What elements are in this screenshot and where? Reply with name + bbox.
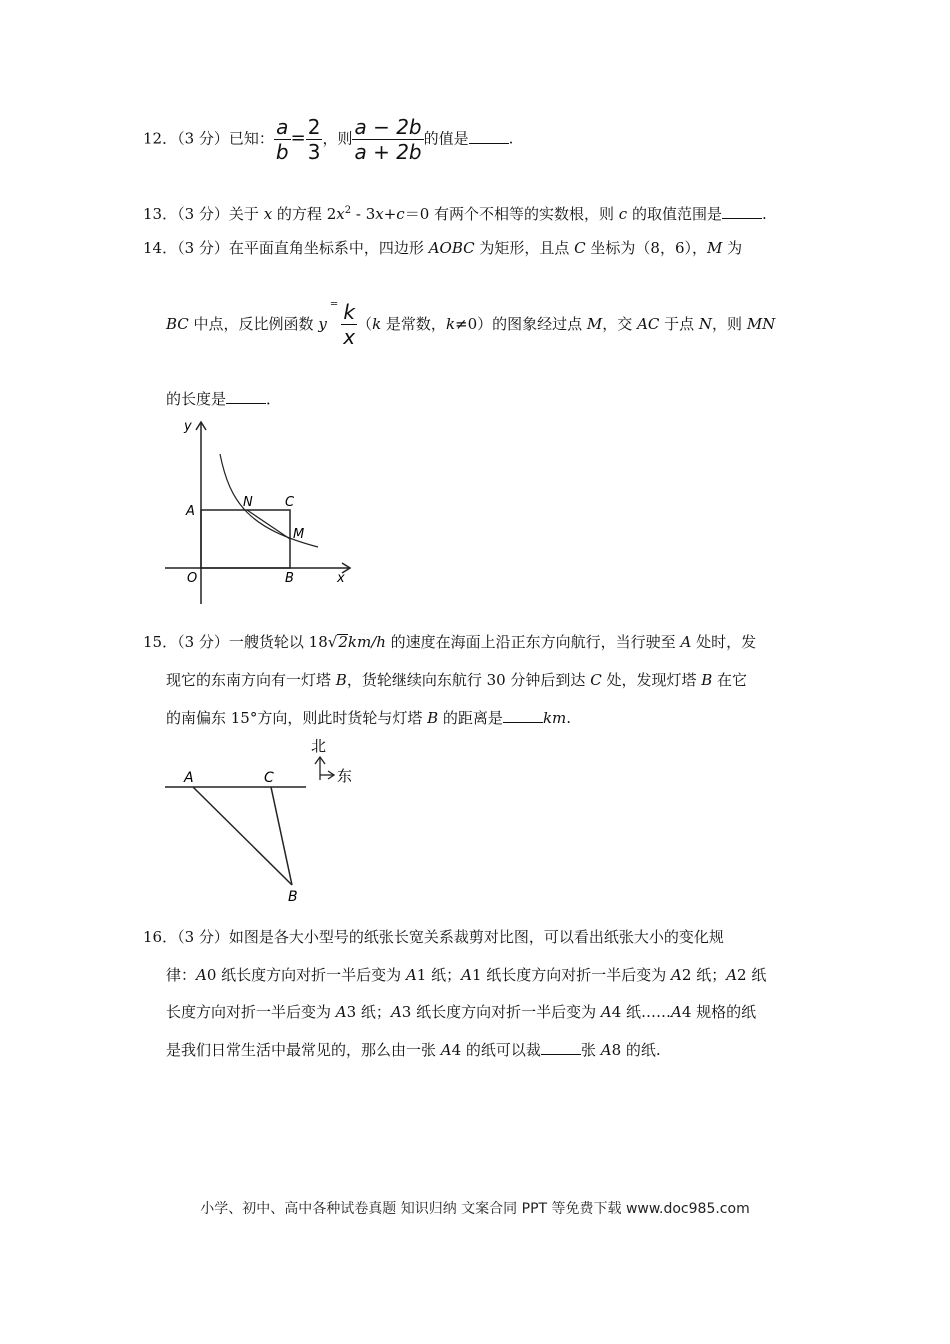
q12-fraction-expression: $\frac{a - 2b}{a + 2b}$: [354, 115, 422, 164]
label-b: B: [288, 889, 298, 905]
question-14-line-3: 的长度是 ．: [166, 390, 282, 408]
question-16-line-3: 长度方向对折一半后变为 A3 纸；A3 纸长度方向对折一半后变为 A4 纸……A4 规格的纸: [166, 1003, 757, 1021]
label-c: C: [285, 495, 295, 510]
label-c: C: [264, 770, 274, 786]
q16-score: （3 分）: [177, 928, 229, 946]
question-14-line-2: BC 中点，反比例函数 y= $\frac{k}{x}$ （k 是常数，k≠0）的图象经过点 M，交 AC 于点 N，则 MN: [166, 299, 776, 349]
q12-fraction-2-3: $\frac{2}{3}$: [307, 115, 321, 164]
q12-suffix: 的值是: [423, 129, 469, 148]
q12-score: （3 分）: [177, 129, 229, 148]
q12-answer-blank: [469, 131, 509, 144]
label-n: N: [243, 495, 253, 510]
sqrt-sign: √: [327, 633, 338, 651]
q16-answer-blank: [541, 1042, 581, 1055]
q16-number: 16．: [143, 928, 178, 946]
question-13: 13．（3 分）关于 x 的方程 $2x^2 - 3x+c=0$ 有两个不相等的实数根，则 c 的取值范围是 .: [143, 205, 767, 223]
q14-answer-blank: [226, 391, 266, 404]
question-15-line-1: 15．（3 分）一艘货轮以 18√2km/h 的速度在海面上沿正东方向航行，当行驶至 A 处时，发: [143, 633, 757, 651]
q12-equals: =: [290, 127, 306, 149]
q15-score: （3 分）: [177, 633, 229, 651]
q14-coordinate-figure: [160, 414, 360, 609]
q12-then: ，则: [322, 129, 353, 148]
q15-answer-blank: [503, 710, 543, 723]
question-16-line-2: 律：A0 纸长度方向对折一半后变为 A1 纸；A1 纸长度方向对折一半后变为 A2 纸；A2 纸: [166, 966, 767, 984]
q14-score: （3 分）: [177, 239, 229, 257]
q12-prefix: 已知：: [228, 129, 274, 148]
question-16-line-4: 是我们日常生活中最常见的，那么由一张 A4 的纸可以裁 张 A8 的纸.: [166, 1041, 661, 1059]
question-15-line-2: 现它的东南方向有一灯塔 B，货轮继续向东航行 30 分钟后到达 C 处，发现灯塔 B 在它: [166, 671, 748, 689]
q12-fraction-a-b: $\frac{a}{b}$: [275, 115, 289, 164]
question-12: 12．（3 分）已知： $\frac{a}{b}$ = $\frac{2}{3}$ ，则 $\frac{a - 2b}{a + 2b}$ 的值是 .: [143, 115, 514, 164]
q14-fraction-k-x: $\frac{k}{x}$: [343, 300, 356, 349]
label-east: 东: [337, 767, 353, 785]
label-b: B: [285, 571, 294, 586]
segment-ab: [193, 787, 292, 885]
label-m: M: [293, 527, 305, 542]
question-15-line-3: 的南偏东 15°方向，则此时货轮与灯塔 B 的距离是 km.: [166, 709, 572, 727]
q13-number: 13．: [143, 205, 178, 223]
label-y: y: [184, 419, 192, 434]
page-footer: 小学、初中、高中各种试卷真题 知识归纳 文案合同 PPT 等免费下载 www.doc985.com: [200, 1201, 750, 1217]
segment-mn: [247, 510, 290, 539]
label-a: A: [184, 770, 194, 786]
label-north: 北: [311, 737, 327, 755]
rectangle-aobc: [201, 510, 290, 568]
segment-cb: [271, 787, 292, 885]
q13-answer-blank: [722, 206, 762, 219]
q13-score: （3 分）: [177, 205, 229, 223]
q12-number: 12．: [143, 129, 178, 148]
question-14-line-1: 14．（3 分）在平面直角坐标系中，四边形 AOBC 为矩形，且点 C 坐标为（8，6），M 为: [143, 239, 743, 257]
q15-navigation-figure: [160, 735, 370, 905]
question-16-line-1: 16．（3 分）如图是各大小型号的纸张长宽关系裁剪对比图，可以看出纸张大小的变化规: [143, 928, 724, 946]
label-o: O: [187, 571, 198, 586]
q15-number: 15．: [143, 633, 178, 651]
q14-number: 14．: [143, 239, 178, 257]
label-x: x: [337, 571, 345, 586]
label-a: A: [186, 504, 195, 519]
